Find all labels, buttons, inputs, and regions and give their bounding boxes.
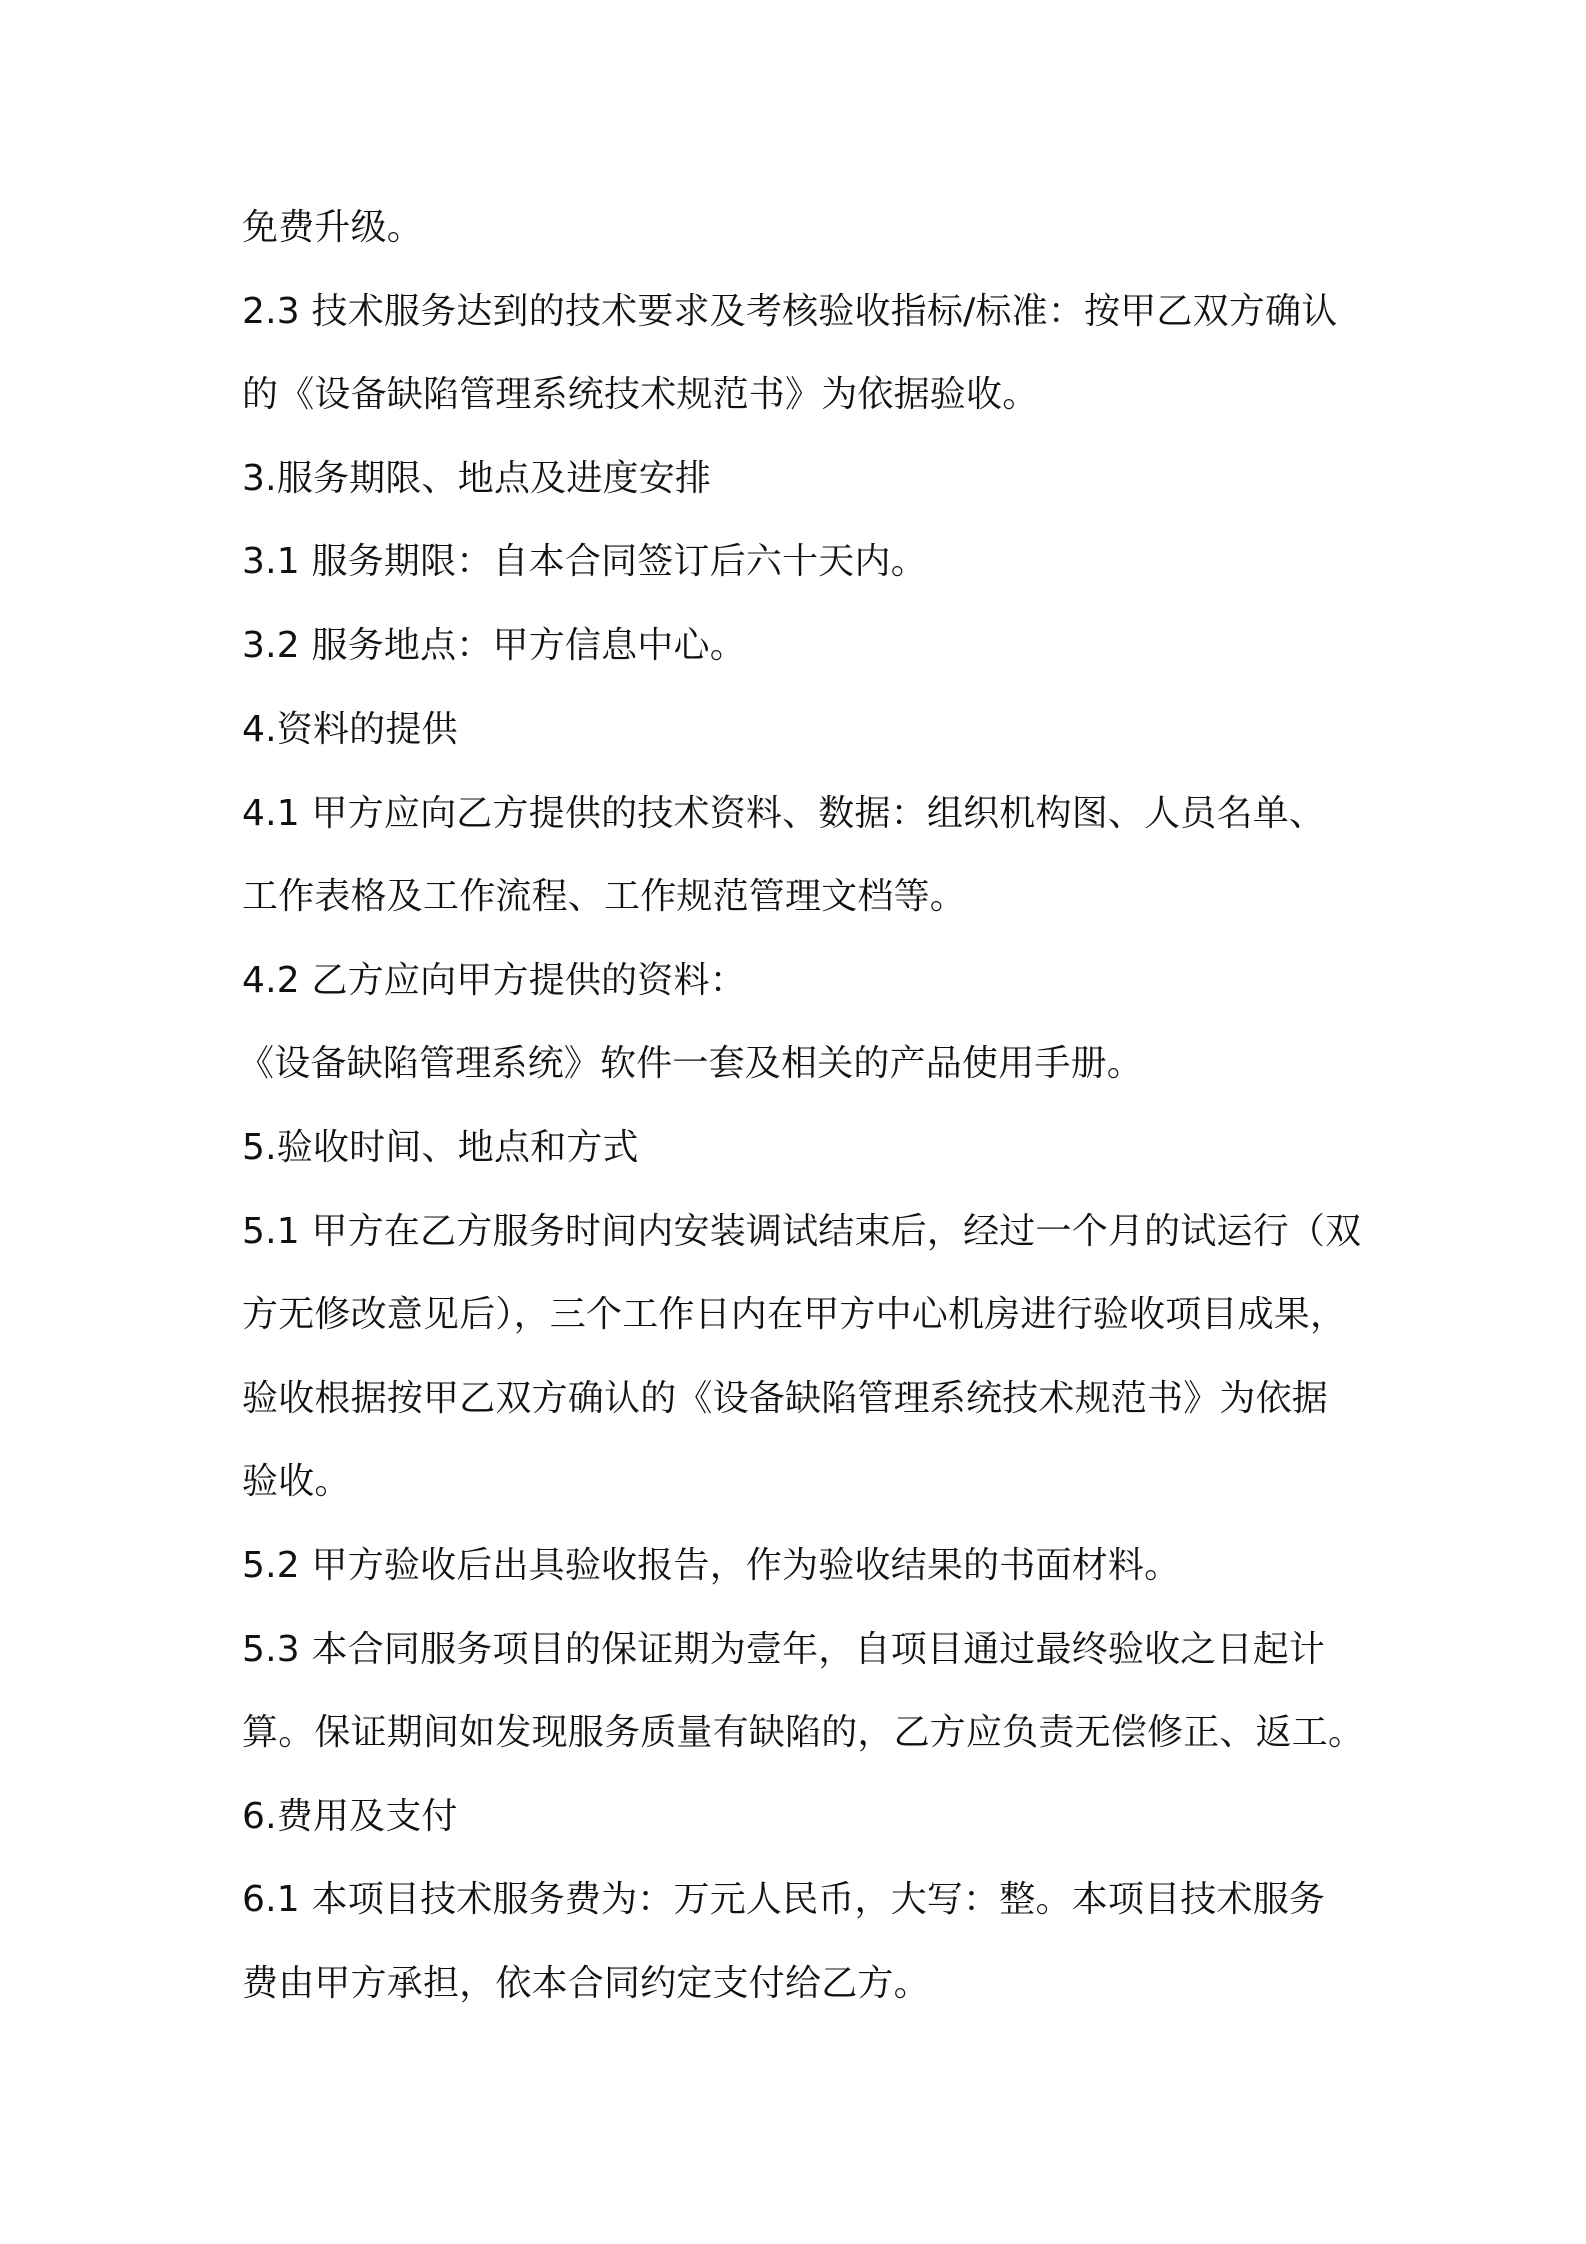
text-line-22: 费由甲方承担，依本合同约定支付给乙方。 (242, 1963, 930, 2004)
text-line-18: 5.3 本合同服务项目的保证期为壹年，自项目通过最终验收之日起计 (242, 1629, 1326, 1670)
text-line-10: 4.2 乙方应向甲方提供的资料： (242, 960, 746, 1001)
text-line-16: 验收。 (242, 1461, 351, 1502)
text-line-1: 免费升级。 (242, 207, 424, 248)
text-line-17: 5.2 甲方验收后出具验收报告，作为验收结果的书面材料。 (242, 1545, 1181, 1586)
text-line-9: 工作表格及工作流程、工作规范管理文档等。 (242, 876, 967, 917)
text-line-8: 4.1 甲方应向乙方提供的技术资料、数据：组织机构图、人员名单、 (242, 793, 1326, 834)
text-line-5: 3.1 服务期限：自本合同签订后六十天内。 (242, 541, 927, 582)
section-heading-3: 3.服务期限、地点及进度安排 (242, 458, 712, 499)
text-line-2: 2.3 技术服务达到的技术要求及考核验收指标/标准：按甲乙双方确认 (242, 291, 1338, 332)
text-line-15: 验收根据按甲乙双方确认的《设备缺陷管理系统技术规范书》为依据 (242, 1378, 1329, 1419)
text-line-13: 5.1 甲方在乙方服务时间内安装调试结束后，经过一个月的试运行（双 (242, 1211, 1362, 1252)
text-line-21: 6.1 本项目技术服务费为：万元人民币，大写：整。本项目技术服务 (242, 1879, 1326, 1920)
section-heading-6: 6.费用及支付 (242, 1796, 458, 1837)
text-line-14: 方无修改意见后），三个工作日内在甲方中心机房进行验收项目成果， (242, 1294, 1347, 1335)
text-line-11: 《设备缺陷管理系统》软件一套及相关的产品使用手册。 (238, 1043, 1144, 1084)
text-line-19: 算。保证期间如发现服务质量有缺陷的，乙方应负责无偿修正、返工。 (242, 1712, 1365, 1753)
section-heading-4: 4.资料的提供 (242, 709, 458, 750)
section-heading-5: 5.验收时间、地点和方式 (242, 1127, 639, 1168)
text-line-6: 3.2 服务地点：甲方信息中心。 (242, 625, 746, 666)
text-line-3: 的《设备缺陷管理系统技术规范书》为依据验收。 (242, 374, 1039, 415)
